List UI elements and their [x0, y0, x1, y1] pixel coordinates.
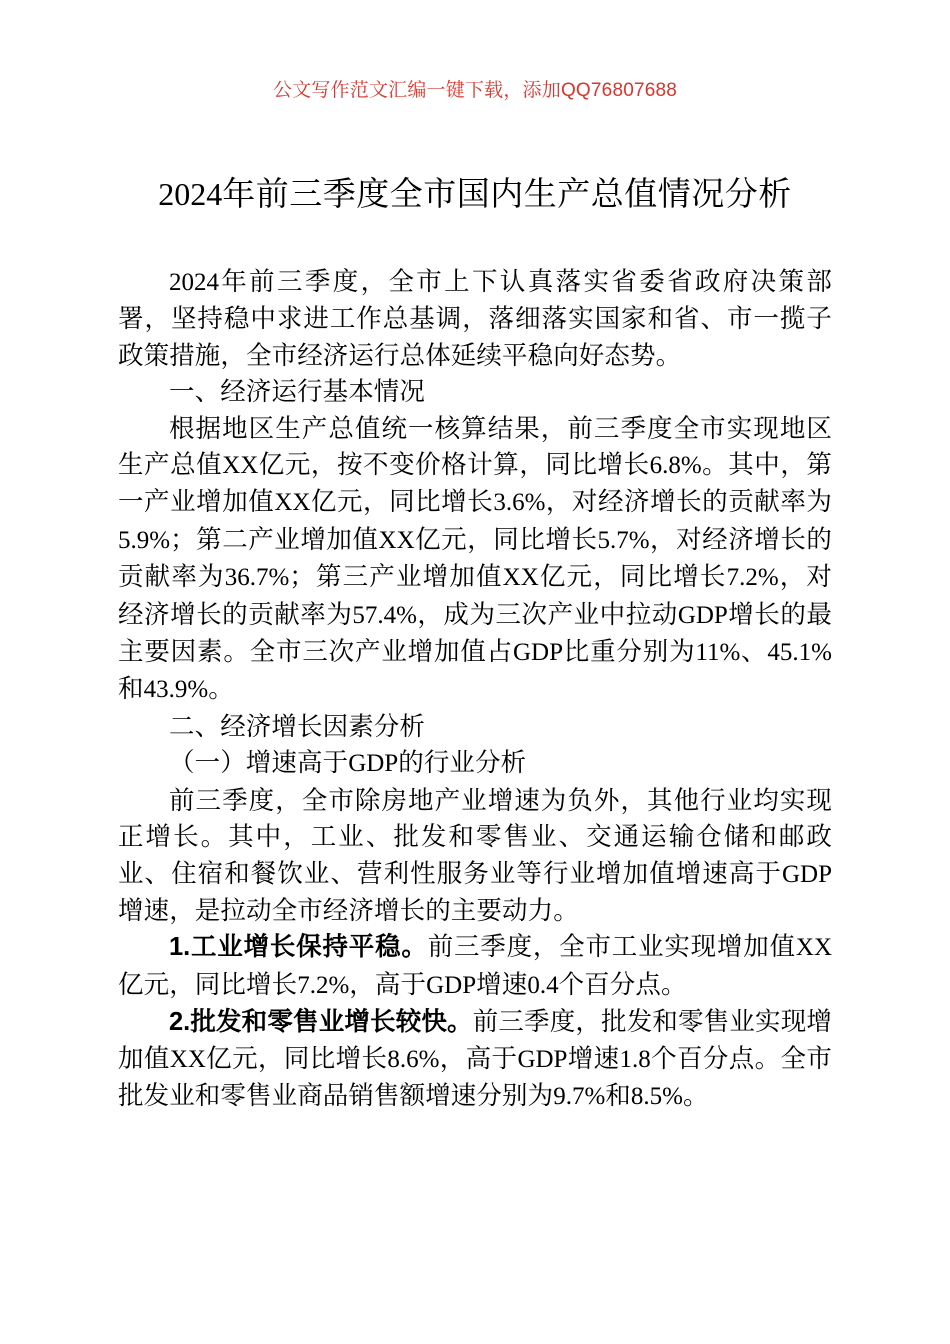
latin-run: GDP: [426, 971, 477, 999]
latin-run: 9.7%: [553, 1082, 606, 1110]
latin-run: 2024: [158, 176, 223, 212]
latin-run: XX: [222, 452, 259, 480]
latin-run: 11%: [695, 639, 741, 667]
latin-run: 2024: [169, 269, 219, 296]
section-heading-2: 二、经济增长因素分析: [169, 712, 426, 741]
paragraph-industry-overview: 前三季度，全市除房地产业增速为负外，其他行业均实现正增长。其中，工业、批发和零售业、交通运输仓储和邮政业、住宿和餐饮业、营利性服务业等行业增加值增速高于GDP增速，是拉动全市经济增长的主要动力。: [118, 786, 832, 925]
numbered-item-1-lead: 1.工业增长保持平稳。: [169, 933, 428, 962]
latin-run: 8.5%: [630, 1082, 683, 1110]
document-body: [118, 168, 832, 1115]
paragraph-gdp-overview: 根据地区生产总值统一核算结果，前三季度全市实现地区生产总值XX亿元，按不变价格计算，同比增长6.8%。其中，第一产业增加值XX亿元，同比增长3.6%，对经济增长的贡献率为5.9%；第二产业增加值XX亿元，同比增长5.7%，对经济增长的贡献率为36.7%；第三产业增加值XX亿元，同比增长7.2%，对经济增长的贡献率为57.4%，成为三次产业中拉动GDP增长的最主要因素。全市三次产业增加值占GDP比重分别为11%、45.1%和43.9%。: [118, 414, 833, 704]
numbered-item-1-text: 前三季度，全市工业实现增加值XX亿元，同比增长7.2%，高于GDP增速0.4个百分点。: [118, 933, 832, 999]
section-heading-1: 一、经济运行基本情况: [169, 378, 426, 407]
numbered-item-1: [118, 929, 832, 1004]
latin-run: 1.: [169, 933, 191, 962]
latin-run: GDP: [677, 601, 728, 629]
numbered-item-2-lead: 2.批发和零售业增长较快。: [169, 1008, 473, 1037]
latin-run: 3.6%: [493, 489, 546, 517]
latin-run: 1.8: [619, 1045, 651, 1073]
latin-run: 2.: [169, 1008, 191, 1037]
latin-run: 5.9%: [118, 526, 171, 554]
latin-run: 36.7%: [224, 564, 290, 592]
numbered-item-2: [118, 1004, 832, 1115]
latin-run: 7.2%: [726, 564, 779, 592]
latin-run: GDP: [513, 639, 564, 667]
latin-run: 43.9%: [143, 676, 209, 704]
latin-run: 0.4: [527, 971, 559, 999]
latin-run: 6.8%: [649, 452, 702, 480]
subsection-heading-2-1: （一）增速高于GDP的行业分析: [169, 749, 527, 778]
latin-run: 5.7%: [597, 526, 650, 554]
paragraph-intro: 2024年前三季度，全市上下认真落实省委省政府决策部署，坚持稳中求进工作总基调，落细落实国家和省、市一揽子政策措施，全市经济运行总体延续平稳向好态势。: [118, 268, 832, 370]
promo-header-banner: 公文写作范文汇编一键下载，添加QQ76807688: [272, 80, 678, 101]
latin-run: XX: [169, 1045, 206, 1073]
latin-run: 57.4%: [352, 601, 417, 629]
latin-run: XX: [795, 934, 832, 962]
latin-run: 8.6%: [387, 1045, 440, 1073]
latin-run: XX: [502, 564, 539, 592]
latin-run: 7.2%: [297, 971, 350, 999]
latin-run: 45.1%: [767, 639, 832, 667]
page-title: 2024年前三季度全市国内生产总值情况分析: [158, 175, 792, 212]
latin-run: GDP: [781, 860, 832, 888]
numbered-item-2-text: 前三季度，批发和零售业实现增加值XX亿元，同比增长8.6%，高于GDP增速1.8个百分点。全市批发业和零售业商品销售额增速分别为9.7%和8.5%。: [118, 1008, 833, 1110]
latin-run: GDP: [517, 1045, 568, 1073]
latin-run: XX: [274, 489, 311, 517]
latin-run: XX: [378, 526, 415, 554]
latin-run: GDP: [348, 750, 399, 778]
